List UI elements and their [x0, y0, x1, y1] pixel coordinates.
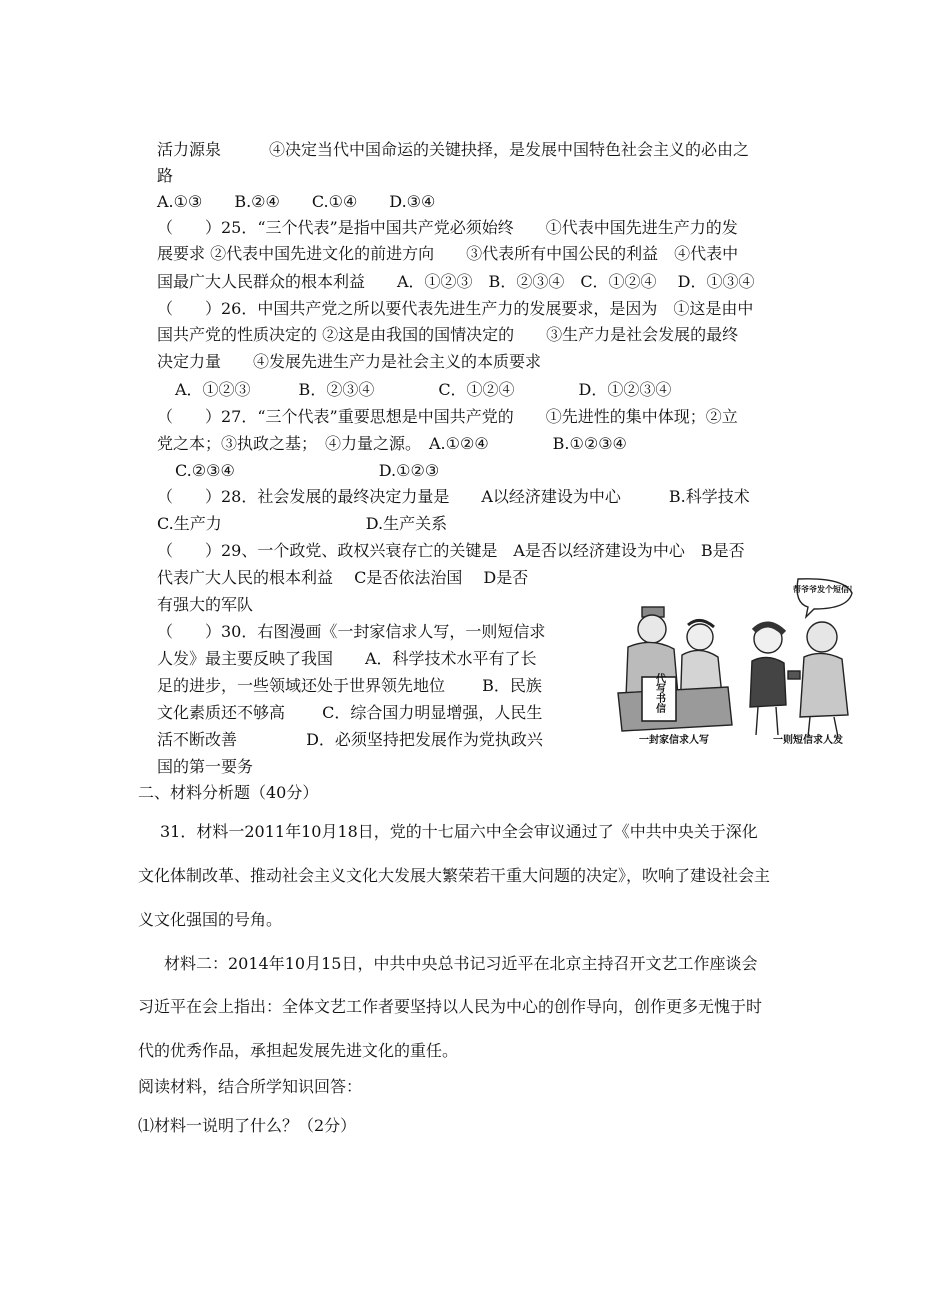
instruction: 阅读材料，结合所学知识回答： [138, 1077, 363, 1096]
answer-options-line: A.①③ B.②④ C.①④ D.③④ [157, 192, 436, 211]
question-25: （ ）25．“三个代表”是指中国共产党必须始终 ①代表中国先进生产力的发 [157, 218, 738, 237]
text-line: 习近平在会上指出：全体文艺工作者要坚持以人民为中心的创作导向，创作更多无愧于时 [138, 997, 763, 1016]
text-line: 文化素质还不够高 C．综合国力明显增强，人民生 [157, 703, 543, 722]
question-27: （ ）27．“三个代表”重要思想是中国共产党的 ①先进性的集中体现；②立 [157, 407, 738, 426]
text-line: 国的第一要务 [157, 757, 254, 776]
text-line: 活不断改善 D．必须坚持把发展作为党执政兴 [157, 730, 543, 749]
question-31: 31．材料一2011年10月18日，党的十七届六中全会审议通过了《中共中央关于深化 [160, 822, 758, 841]
comic-illustration [608, 575, 862, 749]
text-line: 义文化强国的号角。 [138, 910, 283, 929]
text-line: 人发》最主要反映了我国 A．科学技术水平有了长 [157, 649, 537, 668]
text-line: 代的优秀作品，承担起发展先进文化的重任。 [138, 1041, 459, 1060]
answer-options-line: A．①②③ B．②③④ C．①②④ D．①②③④ [175, 380, 672, 399]
caption-right: 一则短信求人发 [773, 735, 843, 746]
question-28: （ ）28．社会发展的最终决定力量是 A以经济建设为中心 B.科学技术 [157, 487, 750, 506]
text-line: 国最广大人民群众的根本利益 A．①②③ B．②③④ C．①②④ D．①③④ [157, 272, 755, 291]
answer-options-line: C.生产力 D.生产关系 [157, 514, 448, 533]
section-heading: 二、材料分析题（40分） [138, 783, 319, 802]
text-line: 文化体制改革、推动社会主义文化大发展大繁荣若干重大问题的决定》，吹响了建设社会主 [138, 866, 771, 885]
text-line: 足的进步，一些领域还处于世界领先地位 B．民族 [157, 676, 542, 695]
sub-question-1: ⑴材料一说明了什么？（2分） [138, 1116, 357, 1135]
text-line: 展要求 ②代表中国先进文化的前进方向 ③代表所有中国公民的利益 ④代表中 [157, 244, 739, 263]
text-line: 路 [157, 166, 174, 185]
question-29: （ ）29、一个政党、政权兴衰存亡的关键是 A是否以经济建设为中心 B是否 [157, 541, 745, 560]
question-30: （ ）30．右图漫画《一封家信求人写，一则短信求 [157, 622, 546, 641]
material-two: 材料二：2014年10月15日，中共中央总书记习近平在北京主持召开文艺工作座谈会 [164, 954, 758, 973]
text-line: 党之本；③执政之基； ④力量之源。 A.①②④ B.①②③④ [157, 434, 627, 453]
speech-bubble-text: 帮爷爷发个短信！ [793, 585, 857, 594]
question-26: （ ）26．中国共产党之所以要代表先进生产力的发展要求，是因为 ①这是由中 [157, 299, 754, 318]
answer-options-line: C.②③④ D.①②③ [175, 461, 440, 480]
text-line: 国共产党的性质决定的 ②这是由我国的国情决定的 ③生产力是社会发展的最终 [157, 325, 739, 344]
sign-text: 代写书信 [653, 673, 665, 713]
text-line: 代表广大人民的根本利益 C是否依法治国 D是否 [157, 568, 529, 587]
caption-left: 一封家信求人写 [639, 735, 709, 746]
text-line: 决定力量 ④发展先进生产力是社会主义的本质要求 [157, 352, 542, 371]
text-line: 有强大的军队 [157, 595, 254, 614]
text-line: 活力源泉 ④决定当代中国命运的关键抉择，是发展中国特色社会主义的必由之 [157, 140, 750, 159]
